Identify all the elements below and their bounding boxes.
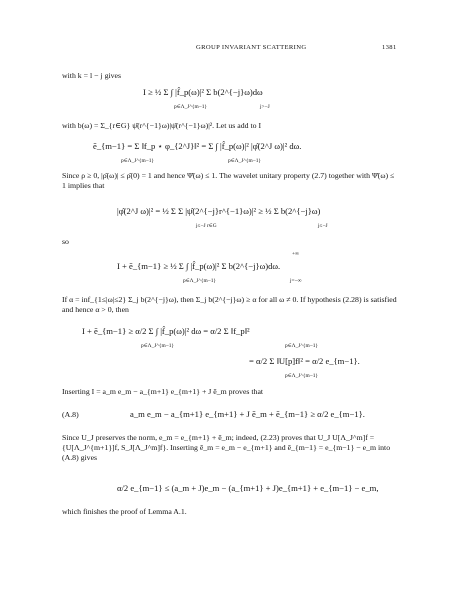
equation-1-sub-p: p∈Λ_J^{m−1} xyxy=(174,104,208,110)
equation-5a-sub-right: p∈Λ_J^{m−1} xyxy=(285,343,319,349)
paragraph-alpha: If α = inf_{1≤|ω|≤2} Σ_j b(2^{−j}ω), then Σ_j b(2^{−j}ω) ≥ α for all ω ≠ 0. If hypothesis (2.28) is satisfied and hence α > 0, then xyxy=(62,295,397,314)
paragraph-so: so xyxy=(62,237,69,246)
equation-4: I + ē_{m−1} ≥ ½ Σ ∫ |f̂_p(ω)|² Σ b(2^{−j}ω)dω. xyxy=(117,261,281,271)
equation-7: α/2 e_{m−1} ≤ (a_m + J)e_m − (a_{m+1} + J)e_{m+1} + e_{m−1} − e_m, xyxy=(117,483,379,493)
equation-2-sub-left: p∈Λ_J^{m−1} xyxy=(121,158,155,164)
equation-3-sub-left: j≤−J r∈G xyxy=(196,223,217,229)
equation-3-sub-right: j≤−J xyxy=(318,223,328,229)
paragraph-unitary: Since ρ ≥ 0, |ρ̂(ω)| ≤ ρ̂(0) = 1 and hence Ψ̂(ω) ≤ 1. The wavelet unitary property (2.7) together with Ψ̂(ω) ≤ 1 implies that xyxy=(62,171,395,190)
paragraph-norm: Since U_J preserves the norm, e_m = e_{m+1} + ē_m; indeed, (2.23) proves that U_J U[Λ_J^m]f = {U[Λ_J^{m+1}]f, S_J[Λ_J^m]f}. Inserting ē_m = e_m − e_{m+1} and ē_{m−1} = e_{m−1} − e_m into (A.8) gives xyxy=(62,433,391,462)
equation-4-sub-j: j=−∞ xyxy=(290,278,302,284)
equation-1: I ≥ ½ Σ ∫ |f̂_p(ω)|² Σ b(2^{−j}ω)dω xyxy=(143,87,263,97)
equation-1-sub-j: j>−J xyxy=(260,104,270,110)
paragraph-b-definition: with b(ω) = Σ_{r∈G} ψ̂(r^{−1}ω)|ψ̂(r^{−1}ω)|². Let us add to I xyxy=(62,121,262,130)
equation-5b: = α/2 Σ ‖U[p]f‖² = α/2 e_{m−1}. xyxy=(249,356,360,366)
equation-5a: I + ē_{m−1} ≥ α/2 Σ ∫ |f̂_p(ω)|² dω = α/2 Σ ‖f_p‖² xyxy=(82,326,250,336)
equation-6-label: (A.8) xyxy=(62,410,79,419)
page-number: 1381 xyxy=(382,44,397,51)
running-title: GROUP INVARIANT SCATTERING xyxy=(196,44,307,51)
equation-3: |φ̂(2^J ω)|² = ½ Σ Σ |ψ̂(2^{−j}r^{−1}ω)|² ≥ ½ Σ b(2^{−j}ω) xyxy=(117,206,321,216)
equation-6: a_m e_m − a_{m+1} e_{m+1} + J ē_m + ē_{m−1} ≥ α/2 e_{m−1}. xyxy=(130,409,365,419)
equation-4-sub-p: p∈Λ_J^{m−1} xyxy=(183,278,217,284)
equation-2: ē_{m−1} = Σ ‖f_p ⋆ φ_{2^J}‖² = Σ ∫ |f̂_p(ω)|² |φ̂(2^J ω)|² dω. xyxy=(93,141,302,151)
paragraph-conclusion: which finishes the proof of Lemma A.1. xyxy=(62,507,187,516)
equation-4-sup: +∞ xyxy=(292,251,299,257)
equation-5a-sub-left: p∈Λ_J^{m−1} xyxy=(141,343,175,349)
equation-2-sub-right: p∈Λ_J^{m−1} xyxy=(228,158,262,164)
paragraph-intro: with k = l − j gives xyxy=(62,71,122,80)
paragraph-inserting: Inserting I = a_m e_m − a_{m+1} e_{m+1} + J ē_m proves that xyxy=(62,387,264,396)
equation-5b-sub: p∈Λ_J^{m−1} xyxy=(285,373,319,379)
